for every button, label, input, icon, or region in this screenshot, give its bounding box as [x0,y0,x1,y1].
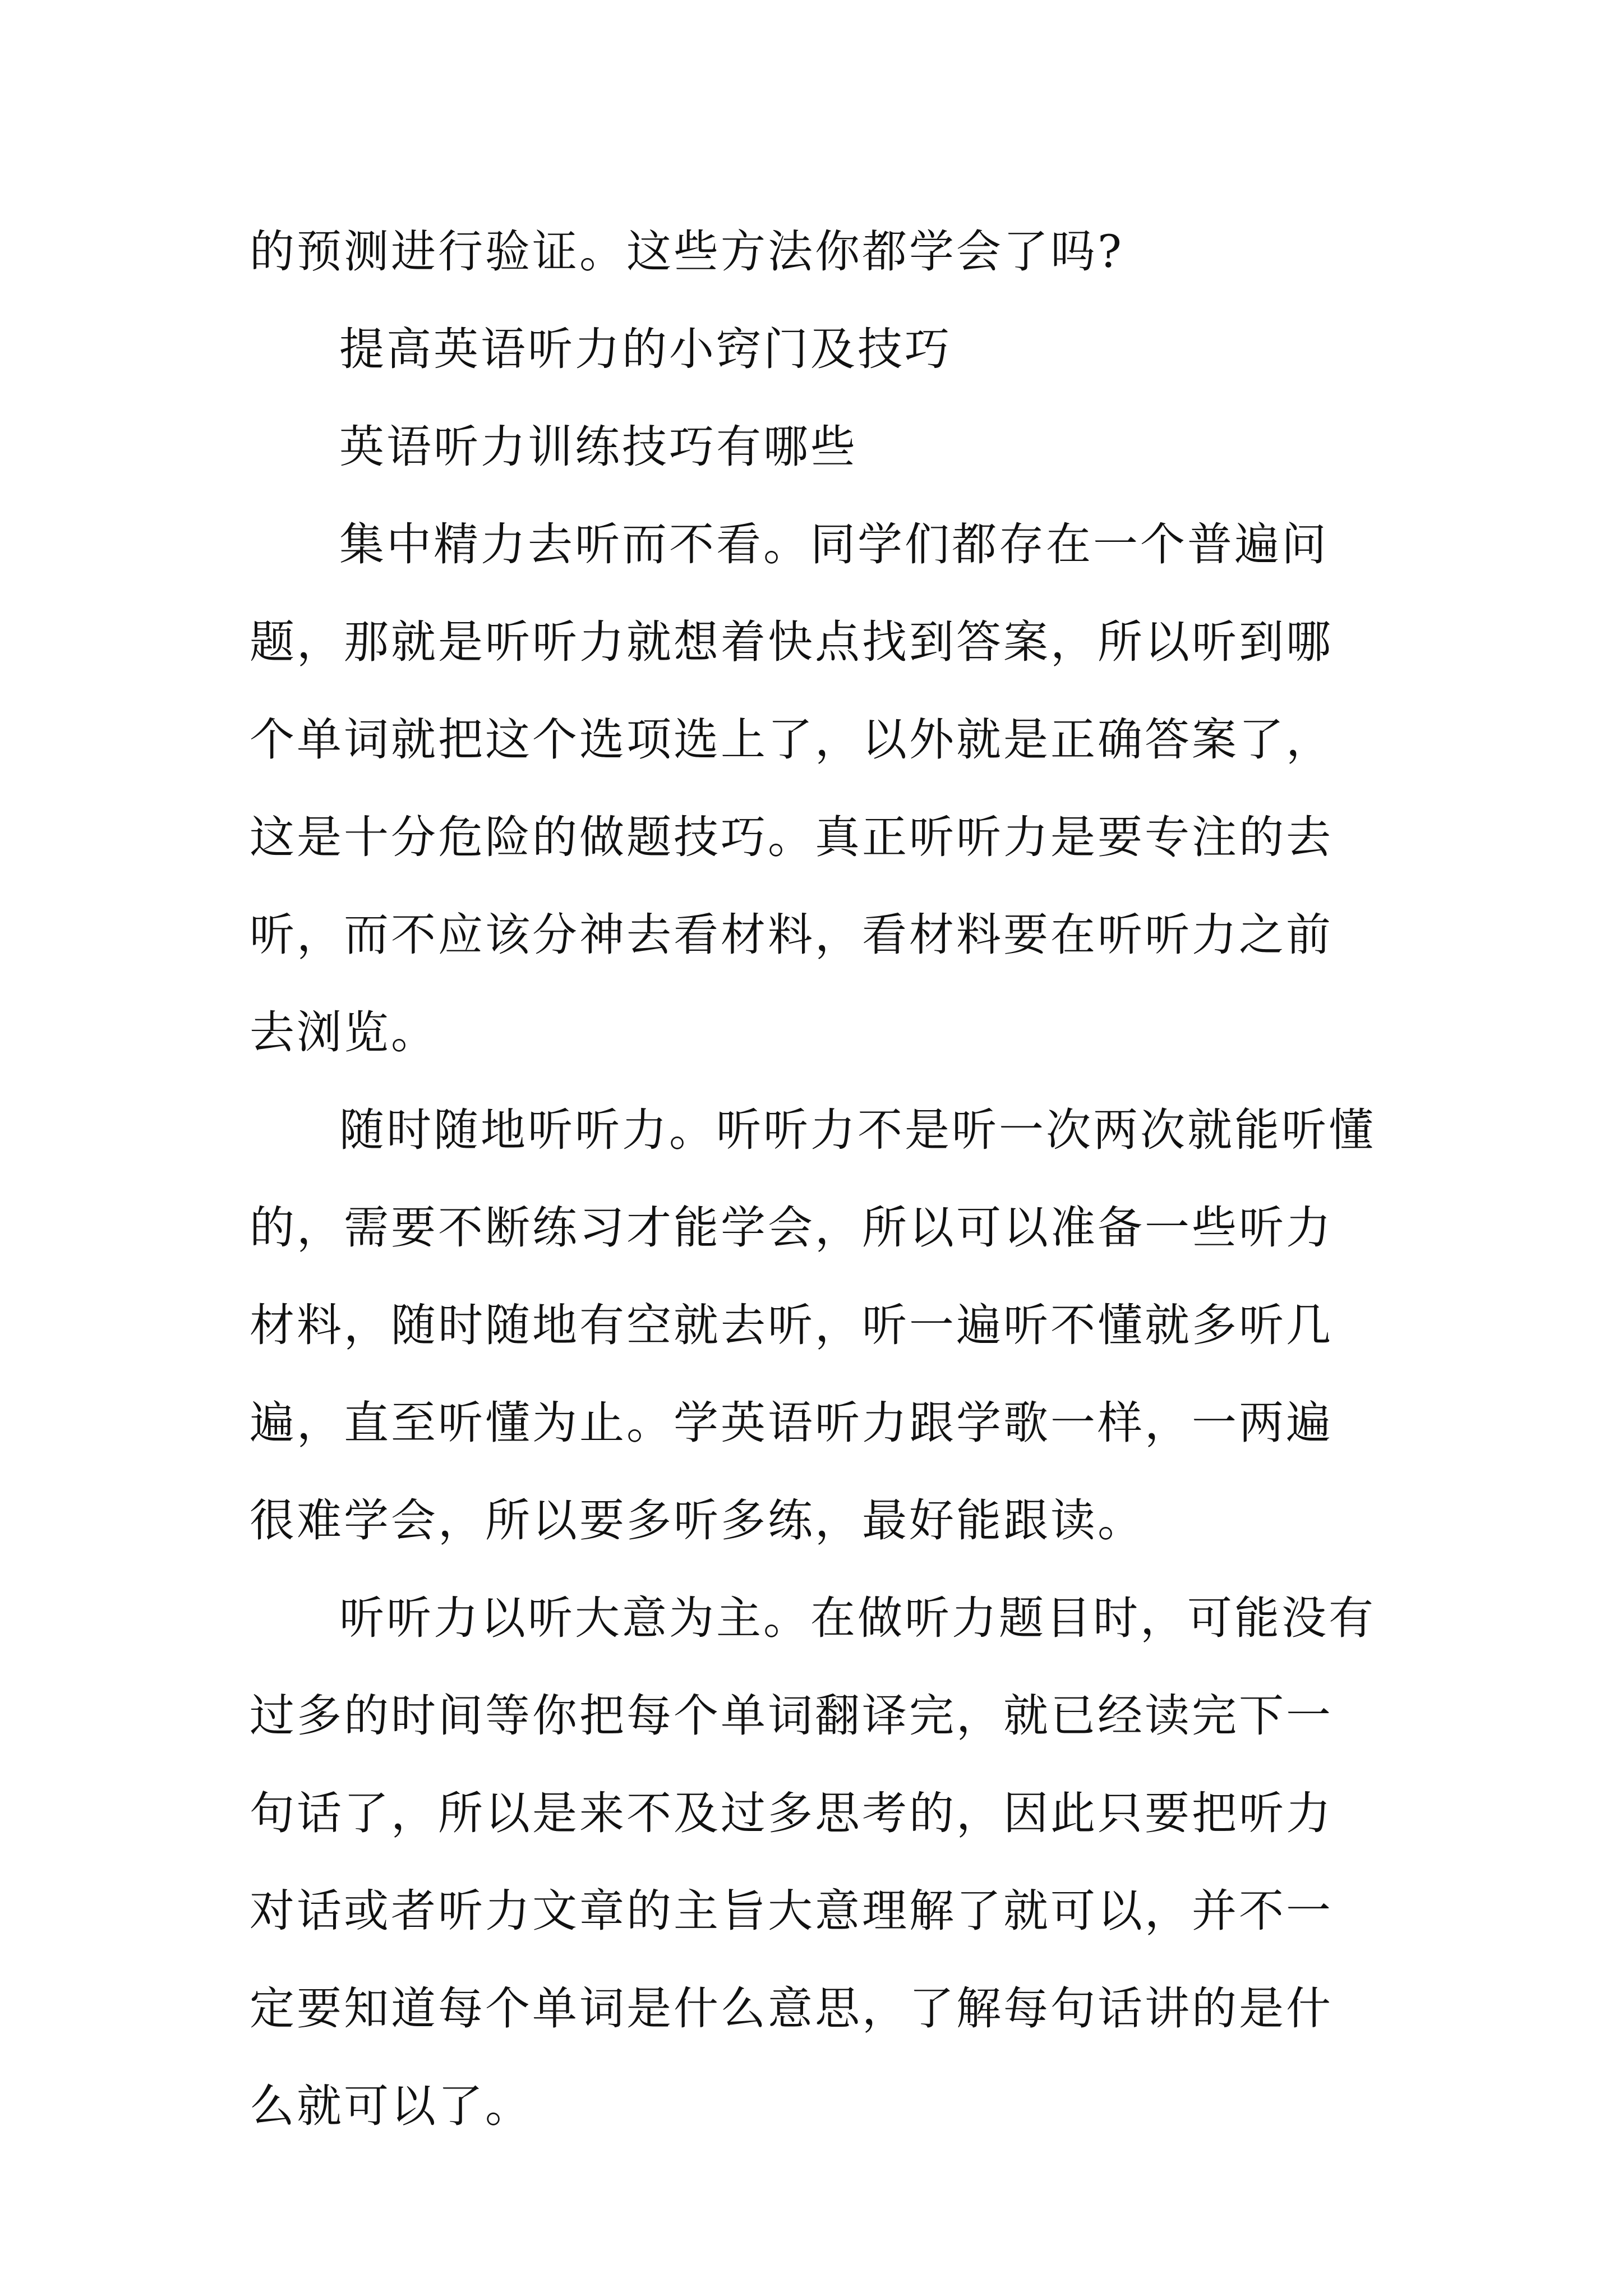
paragraph-continuation: 的预测进行验证。这些方法你都学会了吗? [250,226,1124,278]
document-body [250,203,1377,2155]
paragraph-listen-anytime: 随时随地听听力。听听力不是听一次两次就能听懂的，需要不断练习才能学会，所以可以准备一些听力材料，随时随地有空就去听，听一遍听不懂就多听几遍，直至听懂为止。学英语听力跟学歌一样，一两遍很难学会，所以要多听多练，最好能跟读。 [250,1104,1376,1547]
paragraph-main-idea: 听听力以听大意为主。在做听力题目时，可能没有过多的时间等你把每个单词翻译完，就已经读完下一句话了，所以是来不及过多思考的，因此只要把听力对话或者听力文章的主旨大意理解了就可以，并不一定要知道每个单词是什么意思，了解每句话讲的是什么就可以了。 [250,1592,1376,2132]
paragraph-focus-listening: 集中精力去听而不看。同学们都存在一个普遍问题，那就是听听力就想着快点找到答案，所以听到哪个单词就把这个选项选上了，以外就是正确答案了，这是十分危险的做题技巧。真正听听力是要专注的去听，而不应该分神去看材料，看材料要在听听力之前去浏览。 [250,518,1333,1059]
paragraph-heading-training: 英语听力训练技巧有哪些 [339,421,857,473]
paragraph-heading-tips: 提高英语听力的小窍门及技巧 [339,323,952,375]
